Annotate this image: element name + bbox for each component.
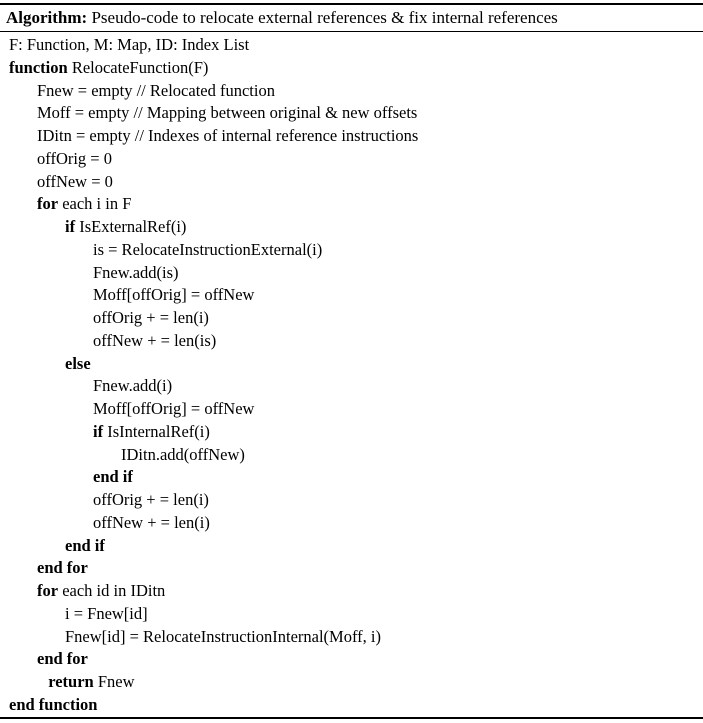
- code-text: i = Fnew[id]: [65, 603, 148, 623]
- code-line: [65, 215, 186, 238]
- code-text: offOrig + = len(i): [93, 308, 209, 327]
- code-text: IDitn.add(offNew): [121, 444, 245, 464]
- code-line: [93, 283, 254, 306]
- code-text: Fnew: [97, 672, 135, 691]
- caption-rule: [0, 31, 703, 32]
- code-text: offNew + = len(is): [93, 330, 217, 350]
- code-line: [37, 647, 88, 670]
- code-text: Moff = empty // Mapping between original & new offsets: [37, 103, 418, 123]
- code-text: Moff[offOrig] = offNew: [93, 399, 255, 418]
- code-line: [93, 374, 172, 397]
- code-line: [9, 693, 97, 716]
- code-keyword: return: [48, 672, 94, 691]
- code-line: [65, 625, 381, 648]
- algorithm-caption: [6, 7, 558, 29]
- code-line: [93, 306, 209, 329]
- code-keyword: end for: [37, 649, 88, 669]
- code-text: IsExternalRef(i): [79, 217, 187, 236]
- code-line: [37, 101, 417, 124]
- code-line: [37, 170, 113, 193]
- code-line: [37, 192, 131, 215]
- code-line: [37, 147, 112, 170]
- code-keyword: end if: [65, 535, 105, 555]
- code-text: Fnew.add(i): [93, 376, 173, 396]
- code-text: RelocateFunction(F): [71, 57, 209, 77]
- code-line: [65, 352, 91, 375]
- code-line: [93, 261, 179, 284]
- code-line: [9, 56, 208, 79]
- bottom-rule: [0, 717, 703, 719]
- code-text: IsInternalRef(i): [107, 421, 210, 441]
- code-text: F: Function, M: Map, ID: Index List: [9, 35, 250, 54]
- code-text: offOrig = 0: [37, 148, 112, 168]
- code-line: [93, 488, 209, 511]
- code-keyword: end for: [37, 558, 88, 578]
- code-text: offOrig + = len(i): [93, 490, 209, 509]
- code-text: Moff[offOrig] = offNew: [93, 285, 255, 305]
- code-text: Fnew = empty // Relocated function: [37, 80, 275, 100]
- code-line: [93, 329, 216, 352]
- code-text: offNew + = len(i): [93, 512, 210, 532]
- code-text: each id in IDitn: [62, 581, 166, 600]
- code-line: [37, 556, 88, 579]
- code-keyword: function: [9, 57, 68, 77]
- code-line: [93, 397, 254, 420]
- code-line: [121, 443, 245, 466]
- code-line: [93, 465, 133, 488]
- code-text: IDitn = empty // Indexes of internal reference instructions: [37, 126, 419, 145]
- code-line: [93, 238, 322, 261]
- code-text: Fnew[id] = RelocateInstructionInternal(Moff, i): [65, 626, 381, 646]
- code-text: Fnew.add(is): [93, 262, 179, 282]
- code-line: [48, 670, 134, 693]
- code-line: [37, 124, 418, 147]
- code-keyword: if: [65, 217, 76, 236]
- code-line: [93, 511, 210, 534]
- code-line: [37, 579, 165, 602]
- caption-label: Algorithm:: [6, 8, 88, 27]
- top-rule: [0, 3, 703, 5]
- code-text: offNew = 0: [37, 171, 113, 191]
- code-text: each i in F: [62, 194, 132, 214]
- code-keyword: for: [37, 194, 59, 214]
- caption-text: Pseudo-code to relocate external references & fix internal references: [91, 8, 558, 27]
- code-keyword: end function: [9, 694, 98, 714]
- code-keyword: for: [37, 581, 59, 600]
- code-line: [9, 33, 249, 56]
- code-keyword: end if: [93, 467, 133, 487]
- code-line: [65, 534, 105, 557]
- code-text: is = RelocateInstructionExternal(i): [93, 239, 323, 259]
- code-line: [65, 602, 148, 625]
- code-keyword: else: [65, 353, 91, 373]
- code-keyword: if: [93, 421, 104, 441]
- code-line: [37, 79, 275, 102]
- code-line: [93, 420, 210, 443]
